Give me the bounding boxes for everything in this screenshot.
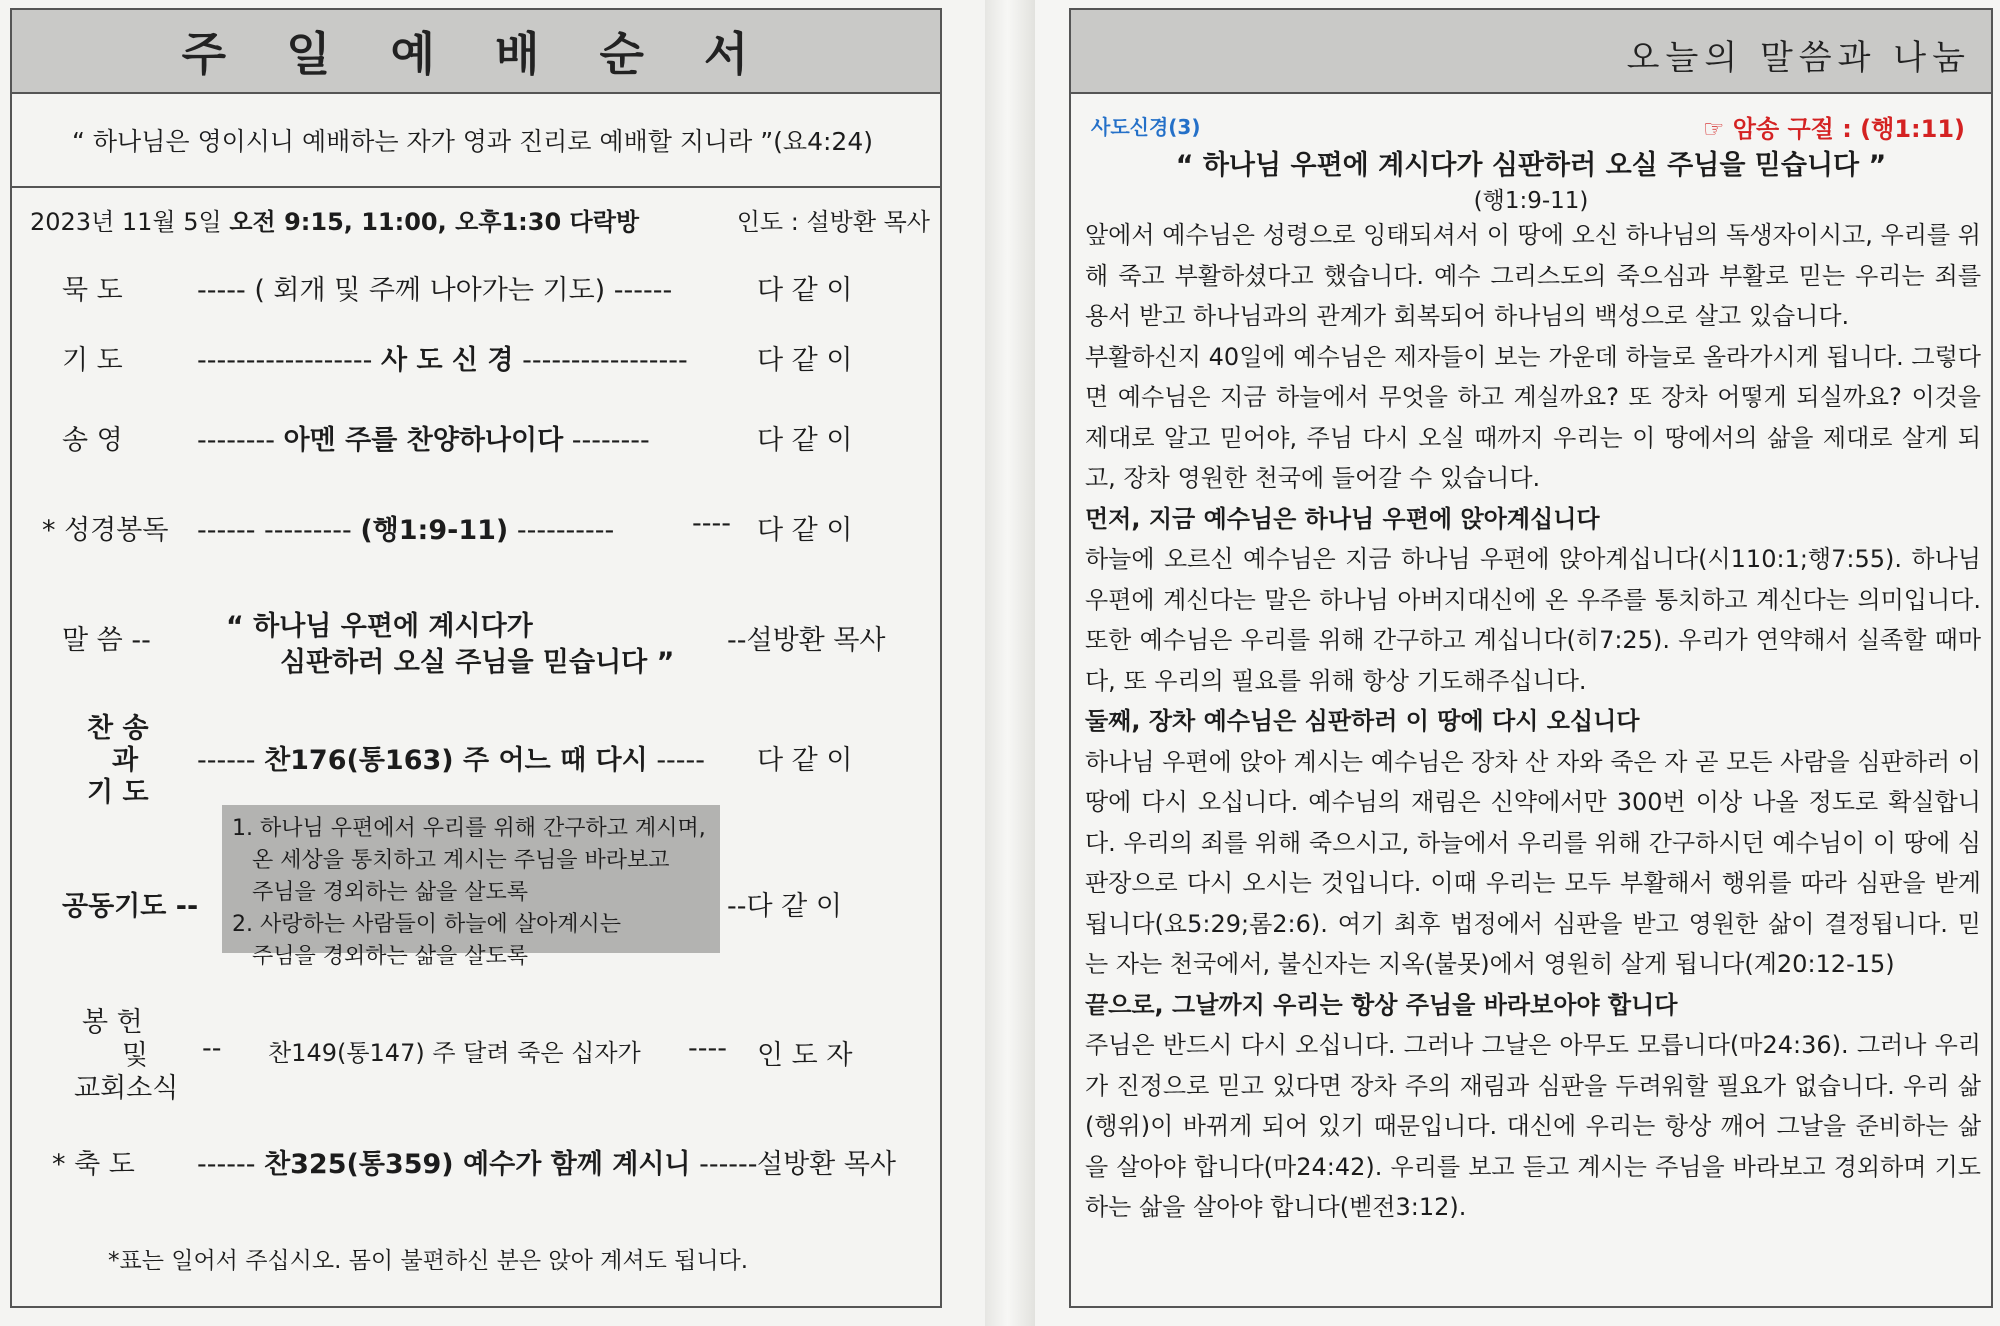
order-label-sermon: 말 씀 -- bbox=[62, 625, 151, 656]
order-performer-silent-prayer: 다 같 이 bbox=[757, 275, 853, 306]
order-label-joint-prayer: 공동기도 -- bbox=[62, 891, 199, 922]
divider bbox=[12, 186, 940, 188]
prayer-line: 주님을 경외하는 삶을 살도록 bbox=[252, 944, 529, 969]
left-page bbox=[0, 0, 985, 1326]
order-label-offering-1: 봉 헌 bbox=[82, 1007, 143, 1038]
order-label-doxology: 송 영 bbox=[62, 425, 123, 456]
memory-verse: ☞ 암송 구절 : (행1:11) bbox=[1702, 115, 1965, 143]
order-label-scripture: * 성경봉독 bbox=[42, 515, 169, 546]
order-content-hymn: ------ 찬176(통163) 주 어느 때 다시 ----- bbox=[197, 745, 706, 776]
order-label-hymn-3: 기 도 bbox=[87, 777, 149, 808]
order-dash-scripture: ---- bbox=[692, 508, 731, 539]
creed-tag: 사도신경(3) bbox=[1091, 115, 1201, 139]
joint-prayer-box bbox=[222, 805, 720, 969]
service-times: 오전 9:15, 11:00, 오후1:30 다락방 bbox=[229, 208, 640, 236]
prayer-line: 2. 사랑하는 사람들이 하늘에 살아계시는 bbox=[232, 912, 621, 937]
order-label-benediction: * 축 도 bbox=[52, 1149, 135, 1180]
order-performer-benediction: 설방환 목사 bbox=[757, 1149, 896, 1180]
prayer-line: 1. 하나님 우편에서 우리를 위해 간구하고 계시며, bbox=[232, 816, 706, 841]
order-label-hymn-2: 과 bbox=[112, 745, 139, 776]
paragraph: 앞에서 예수님은 성령으로 잉태되셔서 이 땅에 오신 하나님의 독생자이시고, 우리를 위해 죽고 부활하셨다고 했습니다. 예수 그리스도의 죽으심과 부활로 믿는 우리는 죄를 용서 받고 하나님과의 관계가 회복되어 하나님의 백성으로 살고 있습니다. bbox=[1085, 221, 1981, 330]
sermon-panel bbox=[1069, 8, 1993, 1308]
worship-order-title: 주 일 예 배 순 서 bbox=[181, 27, 771, 81]
order-dash-offering-2: ---- bbox=[688, 1033, 727, 1064]
order-label-silent-prayer: 묵 도 bbox=[62, 275, 123, 306]
order-performer-sermon: --설방환 목사 bbox=[727, 625, 886, 656]
order-content-silent-prayer: ----- ( 회개 및 주께 나아가는 기도) ------ bbox=[197, 275, 673, 306]
order-content-prayer: ------------------ 사 도 신 경 ----------------- bbox=[197, 345, 688, 376]
right-page bbox=[1035, 0, 2000, 1326]
service-info bbox=[30, 202, 930, 237]
sermon-title: “ 하나님 우편에 계시다가 심판하러 오실 주님을 믿습니다 ” bbox=[1175, 150, 1887, 181]
order-performer-offering: 인 도 자 bbox=[757, 1040, 853, 1071]
sermon-title-line1: “ 하나님 우편에 계시다가 bbox=[226, 611, 533, 642]
order-dash-offering: -- bbox=[202, 1033, 222, 1064]
paragraph: 하늘에 오르신 예수님은 지금 하나님 우편에 앉아계십니다(시110:1;행7:55). 하나님 우편에 계신다는 말은 하나님 아버지대신에 온 우주를 통치하고 계신다는 의미입니다. 또한 예수님은 우리를 위해 간구하고 계십니다(히7:25). 우리가 연약해서 실족할 때마다, 또 우리의 필요를 위해 항상 기도해주십니다. bbox=[1085, 545, 1981, 695]
prayer-line: 주님을 경외하는 삶을 살도록 bbox=[252, 880, 529, 905]
order-content-benediction: ------ 찬325(통359) 예수가 함께 계시니 ------ bbox=[197, 1149, 758, 1180]
service-leader: 인도 : 설방환 목사 bbox=[736, 208, 930, 236]
order-content-doxology: -------- 아멘 주를 찬양하나이다 -------- bbox=[197, 425, 650, 456]
section-heading: 먼저, 지금 예수님은 하나님 우편에 앉아계십니다 bbox=[1085, 504, 1600, 533]
standing-note: *표는 일어서 주십시오. 몸이 불편하신 분은 앉아 계셔도 됩니다. bbox=[108, 1248, 749, 1274]
theme-verse: “ 하나님은 영이시니 예배하는 자가 영과 진리로 예배할 지니라 ”(요4:24) bbox=[72, 127, 873, 156]
paragraph: 하나님 우편에 앉아 계시는 예수님은 장차 산 자와 죽은 자 곧 모든 사람을 심판하러 이 땅에 다시 오십니다. 예수님의 재림은 신약에서만 300번 이상 나올 정도로 확실합니다. 우리의 죄를 위해 죽으시고, 하늘에서 우리를 위해 간구하시던 예수님이 이 땅에 심판장으로 다시 오시는 것입니다. 이때 우리는 모두 부활해서 행위를 따라 심판을 받게 됩니다(요5:29;롬2:6). 여기 최후 법정에서 심판을 받고 영원한 삶이 결정됩니다. 믿는 자는 천국에서, 불신자는 지옥(불못)에서 영원히 살게 됩니다(계20:12-15) bbox=[1085, 747, 1981, 978]
order-performer-joint-prayer: --다 같 이 bbox=[727, 891, 842, 922]
order-performer-scripture: 다 같 이 bbox=[757, 515, 853, 546]
order-performer-doxology: 다 같 이 bbox=[757, 425, 853, 456]
sermon-header bbox=[1071, 10, 1991, 94]
sermon-header-title: 오늘의 말씀과 나눔 bbox=[1626, 38, 1971, 78]
worship-order-panel bbox=[10, 8, 942, 1308]
section-heading: 둘째, 장차 예수님은 심판하러 이 땅에 다시 오십니다 bbox=[1085, 707, 1640, 735]
page-fold bbox=[985, 0, 1035, 1326]
order-content-scripture: ------ --------- (행1:9-11) ---------- bbox=[197, 515, 615, 546]
paragraph: 주님은 반드시 다시 오십니다. 그러나 그날은 아무도 모릅니다(마24:36). 그러나 우리가 진정으로 믿고 있다면 장차 주의 재림과 심판을 두려워할 필요가 없습니다. 우리 삶(행위)이 바뀌게 되어 있기 때문입니다. 대신에 우리는 항상 깨어 그날을 준비하는 삶을 살아야 합니다(마24:42). 우리를 보고 듣고 계시는 주님을 바라보고 경외하며 기도하는 삶을 살아야 합니다(벧전3:12). bbox=[1085, 1031, 1981, 1221]
order-performer-prayer: 다 같 이 bbox=[757, 345, 853, 376]
order-content-offering: 찬149(통147) 주 달려 죽은 십자가 bbox=[268, 1039, 641, 1067]
sermon-reference: (행1:9-11) bbox=[1473, 188, 1589, 214]
sermon-body bbox=[1085, 215, 1981, 1228]
order-label-prayer: 기 도 bbox=[62, 345, 123, 376]
worship-order-header bbox=[12, 10, 940, 94]
paragraph: 부활하신지 40일에 예수님은 제자들이 보는 가운데 하늘로 올라가시게 됩니다. 그렇다면 예수님은 지금 하늘에서 무엇을 하고 계실까요? 또 장차 어떻게 되실까요? 이것을 제대로 알고 믿어야, 주님 다시 오실 때까지 우리는 이 땅에서의 삶을 제대로 살게 되고, 장차 영원한 천국에 들어갈 수 있습니다. bbox=[1085, 342, 1981, 492]
section-heading: 끝으로, 그날까지 우리는 항상 주님을 바라보아야 합니다 bbox=[1085, 990, 1678, 1019]
order-label-offering-3: 교회소식 bbox=[74, 1073, 179, 1104]
service-date: 2023년 11월 5일 bbox=[30, 208, 222, 236]
order-performer-hymn: 다 같 이 bbox=[757, 745, 853, 776]
order-label-offering-2: 및 bbox=[122, 1040, 149, 1071]
order-label-hymn-1: 찬 송 bbox=[87, 713, 149, 744]
prayer-line: 온 세상을 통치하고 계시는 주님을 바라보고 bbox=[252, 848, 670, 873]
sermon-title-line2: 심판하러 오실 주님을 믿습니다 ” bbox=[280, 647, 675, 678]
